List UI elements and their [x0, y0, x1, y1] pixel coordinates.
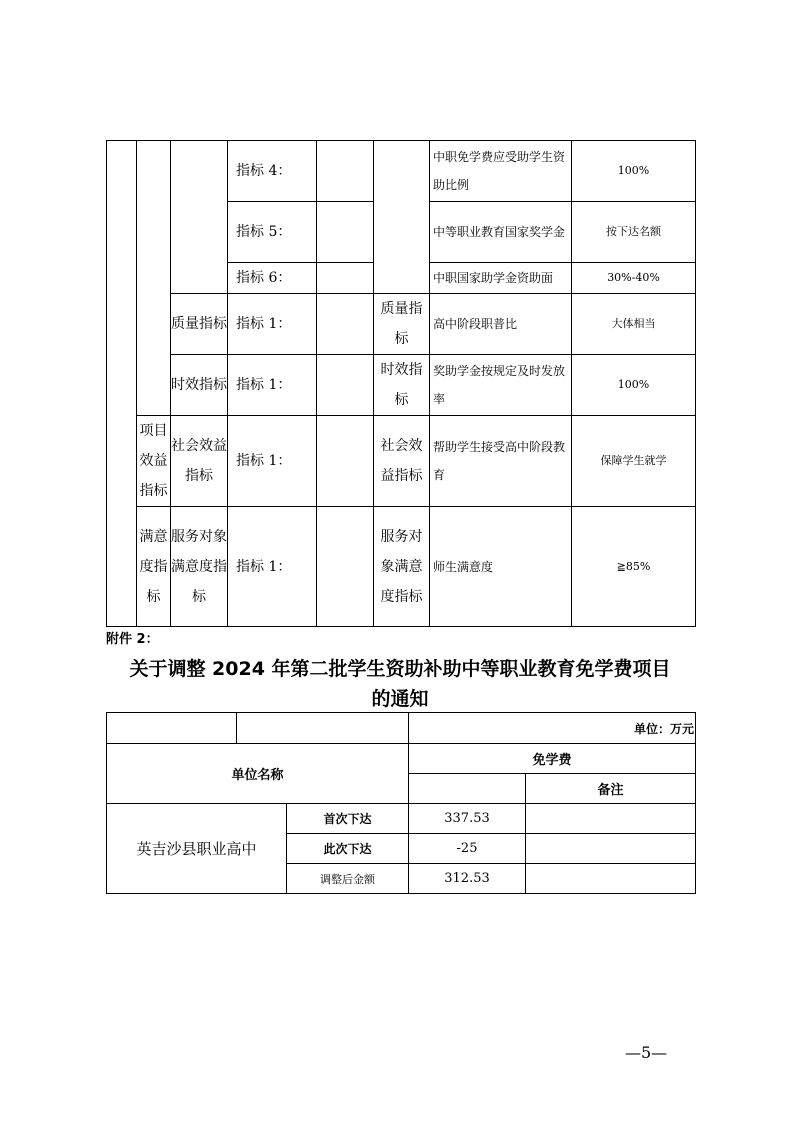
remark-cell: [526, 804, 696, 834]
indicator-value: 100%: [572, 141, 696, 202]
category-cell: 服务对象满意度指标: [171, 507, 228, 627]
category-cell: 社会效益指标: [171, 416, 228, 507]
remark-cell: [526, 864, 696, 894]
attachment-label: 附件 2：: [106, 632, 159, 647]
group-cell: 项目效益指标: [137, 416, 171, 507]
outer-left-cell: [107, 141, 137, 627]
blank-cell: [409, 774, 526, 804]
indicator-value: 30%-40%: [572, 263, 696, 294]
group-cell: 满意度指标: [137, 507, 171, 627]
category-cell: [171, 141, 228, 294]
fee-header: 免学费: [409, 744, 696, 774]
school-name: 英吉沙县职业高中: [107, 804, 287, 894]
target-value-cell: [317, 355, 374, 416]
indicator-label: 指标 6：: [228, 263, 317, 294]
indicator-label: 指标 5：: [228, 202, 317, 263]
blank-cell: [107, 713, 237, 744]
table-row: [107, 713, 696, 744]
indicator-value: 保障学生就学: [572, 416, 696, 507]
title-line-1: 关于调整 2024 年第二批学生资助补助中等职业教育免学费项目: [129, 658, 671, 680]
indicator-value: 100%: [572, 355, 696, 416]
allocation-table: [106, 712, 696, 894]
indicator-label: 指标 1：: [228, 416, 317, 507]
target-value-cell: [317, 294, 374, 355]
title-line-2: 的通知: [371, 688, 429, 710]
remark-cell: [526, 834, 696, 864]
target-value-cell: [317, 263, 374, 294]
indicator-description: 帮助学生接受高中阶段教育: [430, 416, 572, 507]
table-row: [107, 804, 696, 834]
table-row: [107, 507, 696, 627]
target-value-cell: [317, 141, 374, 202]
unit-note: 单位：万元: [409, 713, 696, 744]
table-row: [107, 141, 696, 202]
category-right-cell: [374, 141, 430, 294]
table-row: [107, 416, 696, 507]
performance-indicator-table: [106, 140, 696, 627]
blank-cell: [237, 713, 409, 744]
amount-cell: 337.53: [409, 804, 526, 834]
table-row: [107, 744, 696, 774]
row-label: 调整后金额: [287, 864, 409, 894]
row-label: 此次下达: [287, 834, 409, 864]
indicator-value: 大体相当: [572, 294, 696, 355]
indicator-description: 中职国家助学金资助面: [430, 263, 572, 294]
indicator-description: 师生满意度: [430, 507, 572, 627]
indicator-label: 指标 1：: [228, 294, 317, 355]
document-title: [90, 654, 710, 714]
category-cell: 质量指标: [171, 294, 228, 355]
row-label: 首次下达: [287, 804, 409, 834]
indicator-label: 指标 1：: [228, 355, 317, 416]
amount-cell: 312.53: [409, 864, 526, 894]
table-row: [107, 355, 696, 416]
unit-name-header: 单位名称: [107, 744, 409, 804]
page-number: —5—: [625, 1043, 668, 1062]
amount-cell: -25: [409, 834, 526, 864]
table-row: [107, 294, 696, 355]
indicator-label: 指标 1：: [228, 507, 317, 627]
target-value-cell: [317, 202, 374, 263]
category-right-cell: 服务对象满意度指标: [374, 507, 430, 627]
indicator-label: 指标 4：: [228, 141, 317, 202]
group-cell: [137, 141, 171, 416]
indicator-value: 按下达名额: [572, 202, 696, 263]
indicator-description: 中等职业教育国家奖学金: [430, 202, 572, 263]
category-right-cell: 社会效益指标: [374, 416, 430, 507]
indicator-description: 高中阶段职普比: [430, 294, 572, 355]
indicator-description: 奖助学金按规定及时发放率: [430, 355, 572, 416]
target-value-cell: [317, 416, 374, 507]
category-right-cell: 时效指标: [374, 355, 430, 416]
target-value-cell: [317, 507, 374, 627]
indicator-description: 中职免学费应受助学生资助比例: [430, 141, 572, 202]
remark-header: 备注: [526, 774, 696, 804]
category-cell: 时效指标: [171, 355, 228, 416]
indicator-value: ≧85%: [572, 507, 696, 627]
category-right-cell: 质量指标: [374, 294, 430, 355]
